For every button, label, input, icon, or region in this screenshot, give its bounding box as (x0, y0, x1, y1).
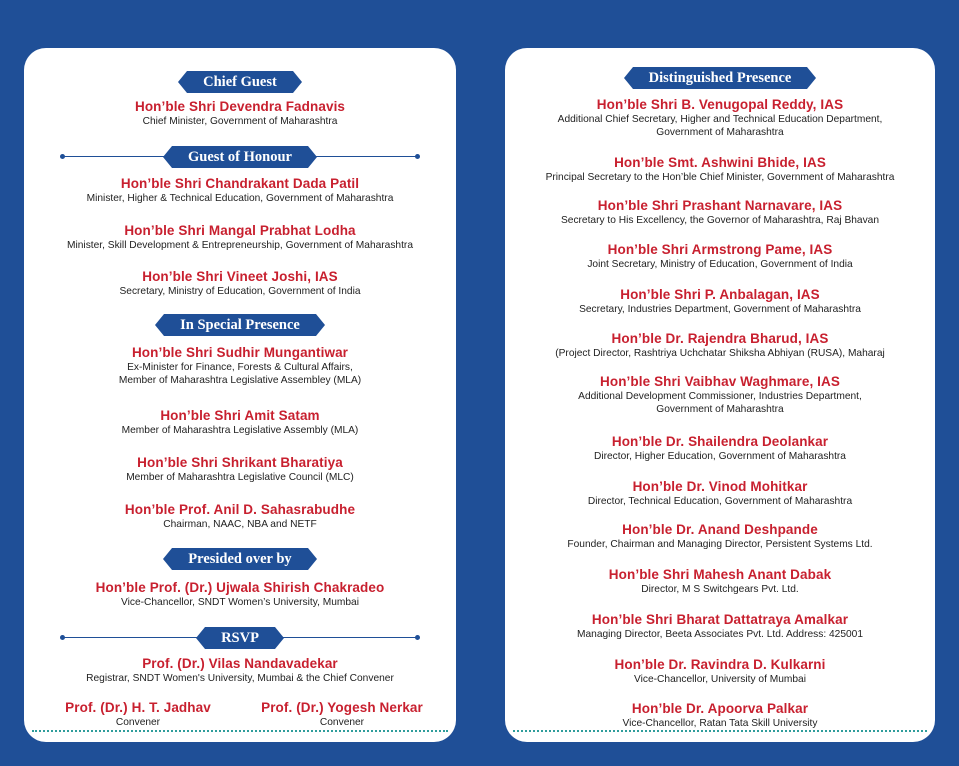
person-role: Managing Director, Beeta Associates Pvt. Ltd. Address: 425001 (577, 629, 863, 640)
section-badge: Chief Guest (187, 71, 293, 93)
rsvp-main-entry (24, 655, 456, 685)
person-name: Hon’ble Dr. Vinod Mohitkar (632, 479, 808, 494)
person-role: Secretary, Ministry of Education, Government of India (119, 286, 361, 297)
person-name: Hon’ble Shri Prashant Narnavare, IAS (597, 198, 843, 213)
person-role: Director, Higher Education, Government of Maharashtra (594, 451, 846, 462)
distinguished-entry (505, 286, 935, 316)
person-role: Additional Chief Secretary, Higher and Technical Education Department, (557, 114, 883, 125)
convener-entry (252, 699, 432, 729)
person-role: Secretary to His Excellency, the Governor of Maharashtra, Raj Bhavan (560, 215, 880, 226)
distinguished-entry (505, 433, 935, 463)
distinguished-entry (505, 373, 935, 416)
distinguished-presence-header (505, 66, 935, 90)
person-role: Founder, Chairman and Managing Director, Persistent Systems Ltd. (567, 539, 873, 550)
person-role-line2: Government of Maharashtra (656, 127, 784, 138)
person-role: Registrar, SNDT Women's University, Mumbai & the Chief Convener (86, 673, 394, 684)
person-name: Prof. (Dr.) Vilas Nandavadekar (142, 656, 338, 671)
header-rule (283, 637, 418, 638)
person-role: Director, Technical Education, Government of Maharashtra (587, 496, 853, 507)
presided-entry (24, 579, 456, 609)
rsvp-header (24, 626, 456, 650)
person-role: Chairman, NAAC, NBA and NETF (163, 519, 317, 530)
header-rule (62, 637, 197, 638)
section-badge: Presided over by (172, 548, 307, 570)
person-name: Prof. (Dr.) Yogesh Nerkar (261, 700, 423, 715)
person-name: Hon’ble Shri Mahesh Anant Dabak (608, 567, 832, 582)
left-invitation-panel (24, 48, 456, 742)
distinguished-entry (505, 330, 935, 360)
person-role: Additional Development Commissioner, Industries Department, (578, 391, 862, 402)
person-role-line2: Government of Maharashtra (656, 404, 784, 415)
person-name: Hon’ble Shri Bharat Dattatraya Amalkar (591, 612, 849, 627)
person-name: Hon’ble Smt. Ashwini Bhide, IAS (614, 155, 826, 170)
person-role: Vice-Chancellor, University of Mumbai (634, 674, 806, 685)
guest-entry (24, 268, 456, 298)
person-role: Secretary, Industries Department, Government of Maharashtra (579, 304, 861, 315)
person-name: Hon’ble Shri Shrikant Bharatiya (137, 455, 343, 470)
distinguished-entry (505, 478, 935, 508)
distinguished-entry (505, 241, 935, 271)
person-name: Hon’ble Shri Vineet Joshi, IAS (142, 269, 338, 284)
person-role: Minister, Higher & Technical Education, Government of Maharashtra (86, 193, 394, 204)
person-role: Ex-Minister for Finance, Forests & Cultural Affairs, (127, 362, 353, 373)
person-role: (Project Director, Rashtriya Uchchatar Shiksha Abhiyan (RUSA), Maharaj (555, 348, 885, 359)
presided-header (24, 547, 456, 571)
person-name: Hon’ble Shri Amit Satam (160, 408, 320, 423)
distinguished-entry (505, 197, 935, 227)
distinguished-entry (505, 521, 935, 551)
distinguished-entry (505, 96, 935, 139)
section-badge: Guest of Honour (172, 146, 308, 168)
person-name: Hon’ble Shri Vaibhav Waghmare, IAS (600, 374, 840, 389)
special-presence-header (24, 313, 456, 337)
distinguished-entry (505, 611, 935, 641)
person-name: Hon’ble Shri B. Venugopal Reddy, IAS (596, 97, 844, 112)
person-role: Convener (319, 717, 365, 728)
section-badge: Distinguished Presence (633, 67, 808, 89)
person-role: Director, M S Switchgears Pvt. Ltd. (641, 584, 799, 595)
person-role: Convener (115, 717, 161, 728)
special-entry (24, 344, 456, 387)
person-role: Member of Maharashtra Legislative Council (MLC) (126, 472, 354, 483)
distinguished-entry (505, 566, 935, 596)
special-entry (24, 454, 456, 484)
person-name: Hon’ble Shri Sudhir Mungantiwar (131, 345, 349, 360)
person-name: Hon’ble Shri P. Anbalagan, IAS (620, 287, 820, 302)
person-name: Prof. (Dr.) H. T. Jadhav (65, 700, 211, 715)
person-role: Vice-Chancellor, SNDT Women’s University, Mumbai (121, 597, 359, 608)
right-invitation-panel (505, 48, 935, 742)
distinguished-entry (505, 154, 935, 184)
person-name: Hon’ble Prof. Anil D. Sahasrabudhe (124, 502, 356, 517)
guest-entry (24, 222, 456, 252)
person-role-line2: Member of Maharashtra Legislative Assembley (MLA) (118, 375, 362, 386)
person-name: Hon’ble Shri Mangal Prabhat Lodha (124, 223, 356, 238)
person-role: Chief Minister, Government of Maharashtra (142, 116, 338, 127)
person-name: Hon’ble Prof. (Dr.) Ujwala Shirish Chakradeo (95, 580, 385, 595)
special-entry (24, 501, 456, 531)
person-name: Hon’ble Dr. Apoorva Palkar (631, 701, 809, 716)
person-role: Principal Secretary to the Hon’ble Chief Minister, Government of Maharashtra (545, 172, 895, 183)
person-name: Hon’ble Dr. Shailendra Deolankar (611, 434, 829, 449)
special-entry (24, 407, 456, 437)
section-badge: RSVP (205, 627, 275, 649)
distinguished-entry (505, 700, 935, 730)
chief-guest-entry (24, 98, 456, 128)
convener-entry (50, 699, 226, 729)
header-rule (308, 156, 418, 157)
distinguished-entry (505, 656, 935, 686)
guest-of-honour-header (24, 145, 456, 169)
person-name: Hon’ble Dr. Rajendra Bharud, IAS (611, 331, 829, 346)
header-rule (62, 156, 172, 157)
person-role: Vice-Chancellor, Ratan Tata Skill University (622, 718, 818, 729)
person-role: Joint Secretary, Ministry of Education, Government of India (587, 259, 853, 270)
person-name: Hon’ble Dr. Ravindra D. Kulkarni (614, 657, 826, 672)
person-name: Hon’ble Dr. Anand Deshpande (622, 522, 818, 537)
person-name: Hon’ble Shri Devendra Fadnavis (134, 99, 346, 114)
guest-entry (24, 175, 456, 205)
person-role: Minister, Skill Development & Entrepreneurship, Government of Maharashtra (67, 240, 413, 251)
person-name: Hon’ble Shri Armstrong Pame, IAS (607, 242, 833, 257)
section-badge: In Special Presence (164, 314, 316, 336)
person-name: Hon’ble Shri Chandrakant Dada Patil (120, 176, 360, 191)
chief-guest-header (24, 70, 456, 94)
person-role: Member of Maharashtra Legislative Assembly (MLA) (121, 425, 359, 436)
